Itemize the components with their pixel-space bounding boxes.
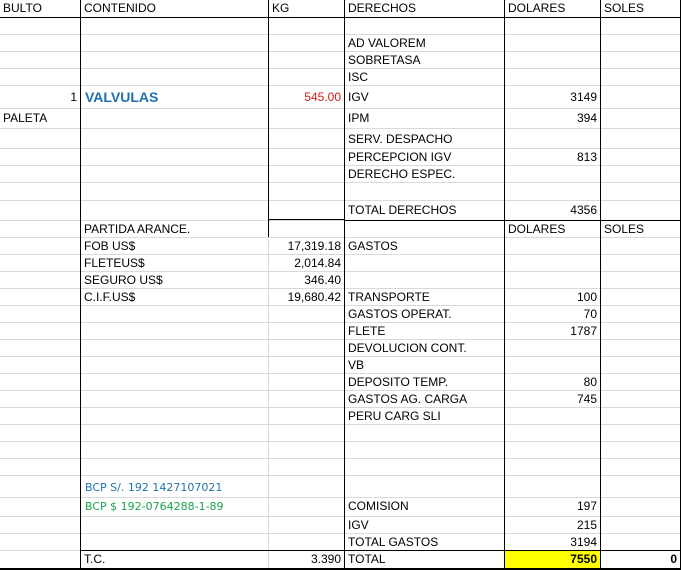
item-kg: 545.00 bbox=[304, 90, 341, 104]
gasto-label: PERU CARG SLI bbox=[348, 409, 441, 423]
value-label: FLETEUS$ bbox=[84, 256, 145, 270]
derecho-usd: 3149 bbox=[570, 90, 597, 104]
header-dolares: DOLARES bbox=[508, 1, 566, 15]
derecho-label: ISC bbox=[348, 70, 369, 84]
gasto-label: FLETE bbox=[348, 324, 386, 338]
gasto-usd: 745 bbox=[576, 392, 597, 406]
final-label: TOTAL GASTOS bbox=[348, 535, 439, 549]
value-label: C.I.F.US$ bbox=[84, 290, 136, 304]
total-derechos-label: TOTAL DERECHOS bbox=[348, 203, 457, 217]
final-usd: 3194 bbox=[570, 535, 597, 549]
value-amount: 17,319.18 bbox=[287, 239, 341, 253]
value-amount: 19,680.42 bbox=[287, 290, 341, 304]
tc-label: T.C. bbox=[84, 552, 106, 566]
header-soles: SOLES bbox=[604, 1, 645, 15]
final-label: COMISION bbox=[348, 499, 409, 513]
gasto-usd: 80 bbox=[583, 375, 597, 389]
derecho-label: SERV. DESPACHO bbox=[348, 132, 453, 146]
total-usd: 7550 bbox=[570, 552, 597, 566]
header-kg: KG bbox=[272, 1, 290, 15]
gasto-label: TRANSPORTE bbox=[348, 290, 430, 304]
value-label: SEGURO US$ bbox=[84, 273, 163, 287]
derecho-label: PERCEPCION IGV bbox=[348, 150, 452, 164]
gasto-label: DEVOLUCION CONT. bbox=[348, 341, 467, 355]
bank-account-soles: BCP S/. 192 1427107021 bbox=[85, 481, 223, 494]
value-amount: 2,014.84 bbox=[294, 256, 341, 270]
final-usd: 197 bbox=[576, 499, 597, 513]
item-packaging: PALETA bbox=[3, 111, 48, 125]
header-contenido: CONTENIDO bbox=[84, 1, 156, 15]
tc-value: 3.390 bbox=[310, 552, 341, 566]
gasto-label: DEPOSITO TEMP. bbox=[348, 375, 449, 389]
total-label: TOTAL bbox=[348, 552, 386, 566]
header-derechos: DERECHOS bbox=[348, 1, 417, 15]
gasto-usd: 100 bbox=[576, 290, 597, 304]
gastos-header-soles: SOLES bbox=[604, 222, 645, 236]
derecho-label: DERECHO ESPEC. bbox=[348, 167, 456, 181]
header-bulto: BULTO bbox=[3, 1, 42, 15]
gasto-label: GASTOS OPERAT. bbox=[348, 307, 452, 321]
item-qty: 1 bbox=[70, 90, 77, 104]
total-derechos-usd: 4356 bbox=[570, 203, 597, 217]
total-soles: 0 bbox=[670, 552, 677, 566]
derecho-usd: 394 bbox=[576, 111, 597, 125]
gasto-label: VB bbox=[348, 358, 365, 372]
bank-account-dolares: BCP $ 192-0764288-1-89 bbox=[85, 500, 224, 513]
final-label: IGV bbox=[348, 518, 369, 532]
value-label: FOB US$ bbox=[84, 239, 136, 253]
derecho-label: IGV bbox=[348, 90, 369, 104]
value-amount: 346.40 bbox=[304, 273, 341, 287]
item-name: VALVULAS bbox=[85, 89, 159, 105]
derecho-usd: 813 bbox=[576, 150, 597, 164]
final-usd: 215 bbox=[576, 518, 597, 532]
derecho-label: IPM bbox=[348, 111, 370, 125]
gastos-header-dolares: DOLARES bbox=[508, 222, 566, 236]
gasto-label: GASTOS AG. CARGA bbox=[348, 392, 468, 406]
gasto-usd: 70 bbox=[583, 307, 597, 321]
derecho-label: AD VALOREM bbox=[348, 36, 426, 50]
gastos-label: GASTOS bbox=[348, 239, 398, 253]
derecho-label: SOBRETASA bbox=[348, 53, 421, 67]
gasto-usd: 1787 bbox=[570, 324, 597, 338]
partida-label: PARTIDA ARANCE. bbox=[84, 222, 191, 236]
